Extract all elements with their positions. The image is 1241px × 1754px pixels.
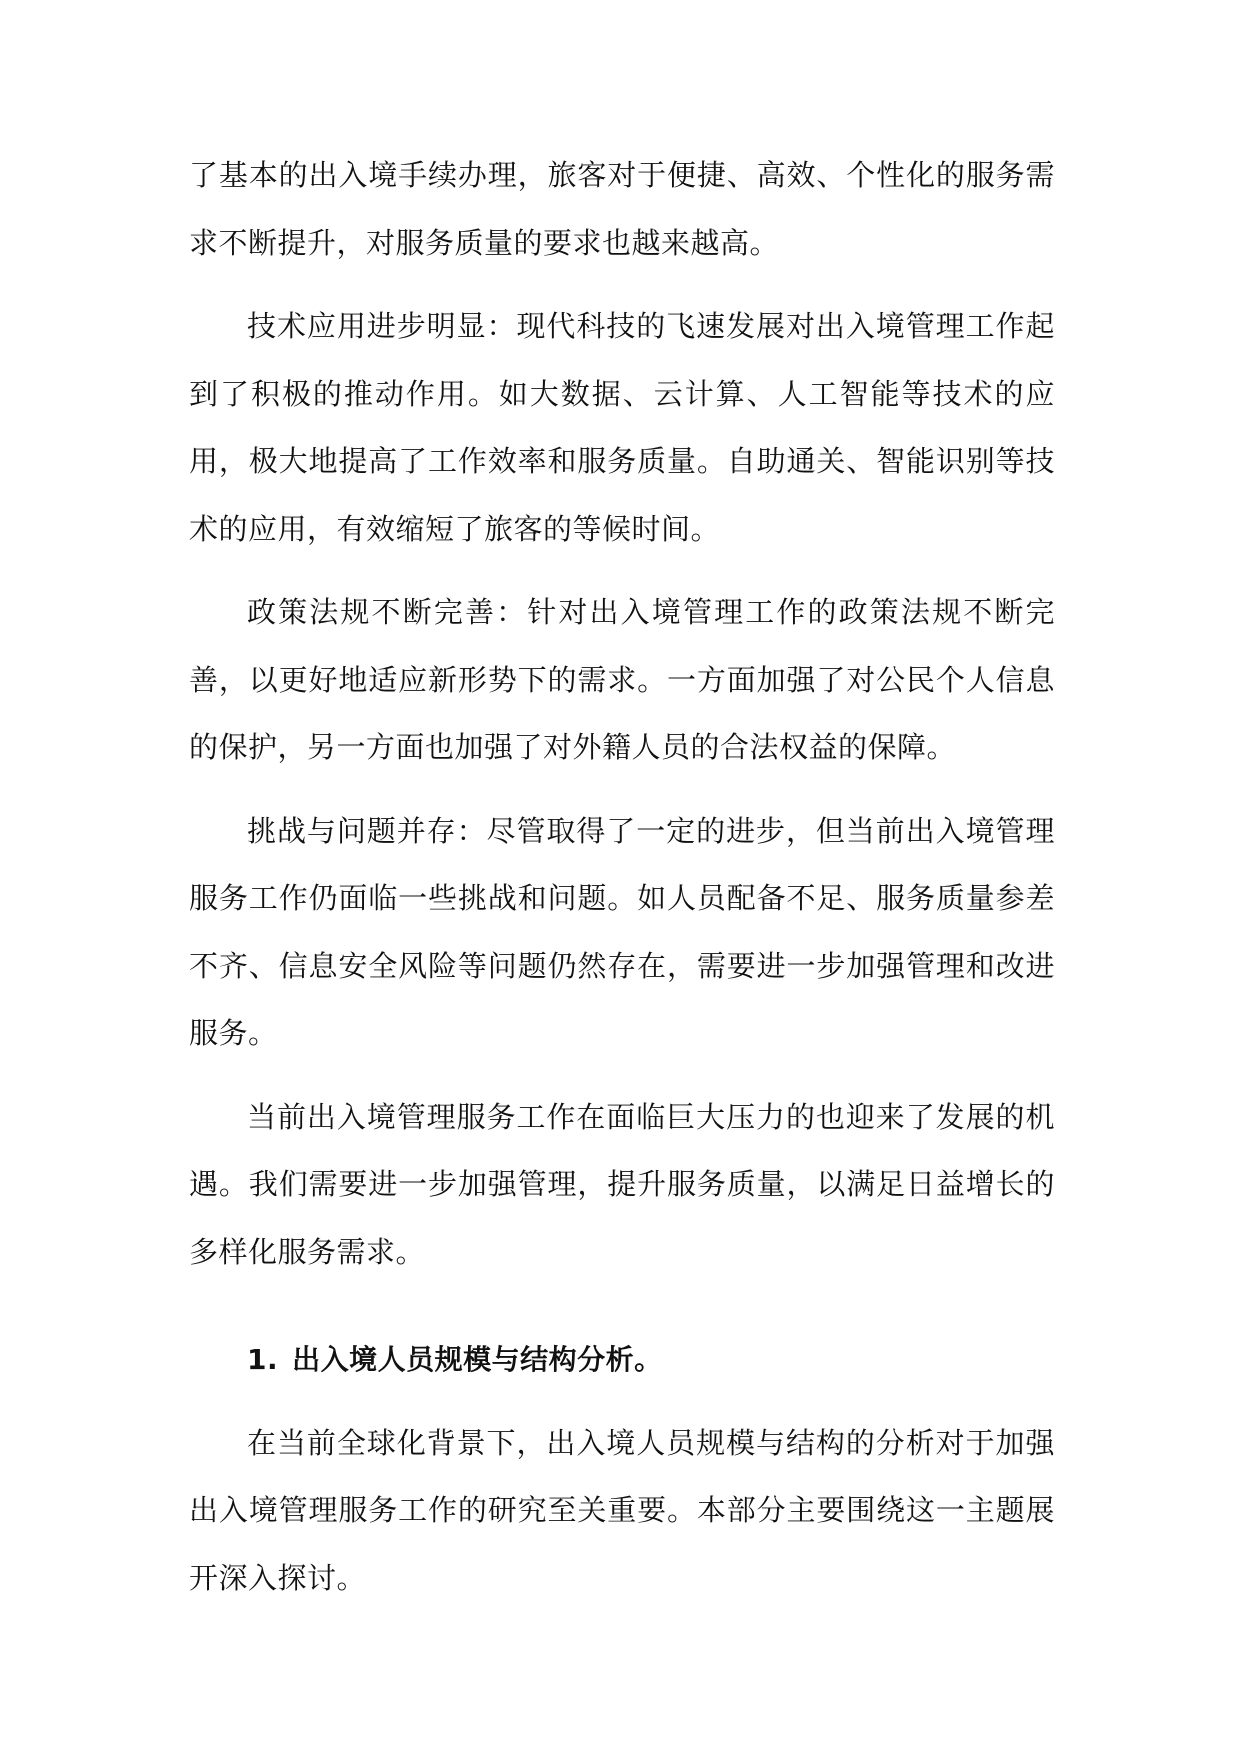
- section-heading: [189, 1326, 1055, 1394]
- paragraph-technology: 技术应用进步明显：现代科技的飞速发展对出入境管理工作起到了积极的推动作用。如大数据、云计算、人工智能等技术的应用，极大地提高了工作效率和服务质量。自助通关、智能识别等技术的应用，有效缩短了旅客的等候时间。: [189, 309, 1055, 546]
- document-body: [189, 142, 1055, 1628]
- paragraph-policy: 政策法规不断完善：针对出入境管理工作的政策法规不断完善，以更好地适应新形势下的需求。一方面加强了对公民个人信息的保护，另一方面也加强了对外籍人员的合法权益的保障。: [189, 595, 1055, 764]
- paragraph-opportunity: 当前出入境管理服务工作在面临巨大压力的也迎来了发展的机遇。我们需要进一步加强管理，提升服务质量，以满足日益增长的多样化服务需求。: [189, 1099, 1055, 1269]
- section-title: 出入境人员规模与结构分析。: [292, 1343, 663, 1376]
- section-number: 1.: [247, 1343, 279, 1376]
- paragraph-section-intro: 在当前全球化背景下，出入境人员规模与结构的分析对于加强出入境管理服务工作的研究至关重要。本部分主要围绕这一主题展开深入探讨。: [189, 1425, 1055, 1595]
- paragraph-challenges: 挑战与问题并存：尽管取得了一定的进步，但当前出入境管理服务工作仍面临一些挑战和问题。如人员配备不足、服务质量参差不齐、信息安全风险等问题仍然存在，需要进一步加强管理和改进服务。: [189, 813, 1055, 1050]
- paragraph-continued: 了基本的出入境手续办理，旅客对于便捷、高效、个性化的服务需求不断提升，对服务质量的要求也越来越高。: [189, 158, 1055, 260]
